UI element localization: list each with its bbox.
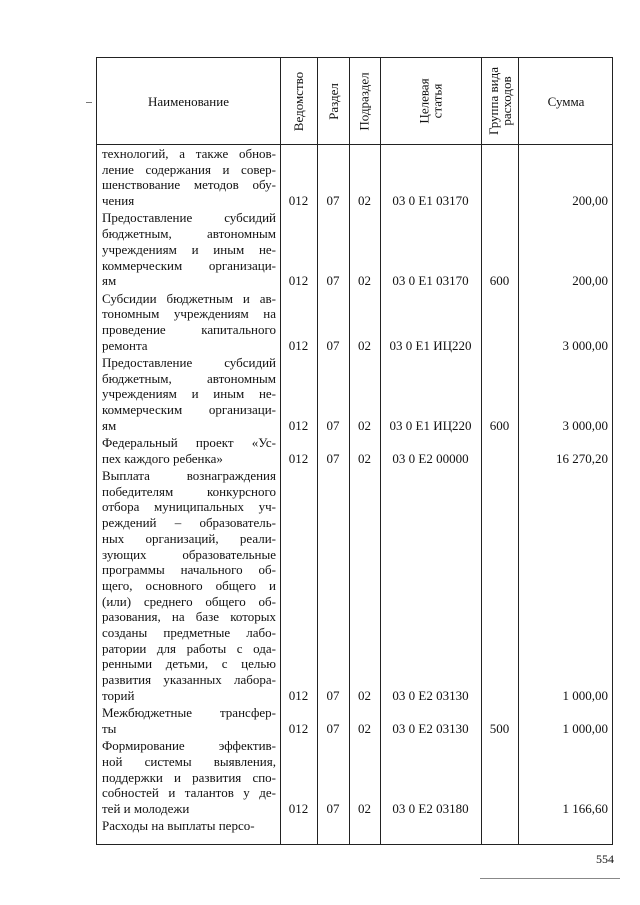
- header-summa: Сумма: [547, 93, 585, 109]
- header-celevaya-statya: Целевая статья: [416, 78, 445, 124]
- cell-podraz: 02: [358, 450, 371, 466]
- row-name-line: созданы предметные лабо-: [102, 625, 276, 641]
- cell-gvr: 500: [489, 720, 510, 736]
- cell-cs: 03 0 E1 03170: [392, 193, 469, 209]
- cell-raz: 07: [326, 687, 340, 703]
- row-name-line: поддержки и развития спо-: [102, 769, 276, 785]
- row-name-line: Федеральный проект «Ус-: [102, 435, 276, 450]
- row-name-line: ратории для работы с ода-: [102, 640, 276, 656]
- cell-ved: 012: [288, 273, 309, 289]
- cell-podraz: 02: [358, 687, 371, 703]
- row-name-line: ты: [102, 720, 117, 736]
- cell-cs: 03 0 E1 ИЦ220: [389, 337, 472, 353]
- row-name-line: Формирование эффектив-: [102, 738, 276, 754]
- cell-sum: 1 000,00: [562, 687, 608, 703]
- margin-mark: [86, 102, 92, 103]
- row-name-line: Предоставление субсидий: [102, 354, 276, 370]
- row-name-line: технологий, а также обнов-: [102, 146, 276, 161]
- row-name-line: развития указанных лабора-: [102, 672, 276, 688]
- row-name-line: Выплата вознаграждения: [102, 468, 276, 483]
- row-name-line: Межбюджетные трансфер-: [102, 705, 276, 721]
- row-name-line: учреждениям и иным не-: [102, 241, 276, 257]
- header-divider: [97, 144, 612, 145]
- row-name-line: зующих образовательные: [102, 546, 276, 562]
- row-name-line: коммерческим организаци-: [102, 257, 276, 273]
- cell-cs: 03 0 E1 03170: [392, 273, 469, 289]
- cell-podraz: 02: [358, 337, 371, 353]
- cell-raz: 07: [326, 273, 340, 289]
- row-name-line: ремонта: [102, 337, 148, 353]
- header-podrazdel: Подраздел: [357, 71, 373, 131]
- cell-raz: 07: [326, 720, 340, 736]
- row-name-line: чения: [102, 193, 135, 209]
- row-name: [102, 291, 276, 354]
- cell-raz: 07: [326, 417, 340, 433]
- row-name-line: (или) среднего общего об-: [102, 593, 276, 609]
- cell-cs: 03 0 E2 03130: [392, 720, 469, 736]
- header-vedomstvo: Ведомство: [291, 71, 306, 131]
- row-name-line: коммерческим организаци-: [102, 402, 276, 417]
- row-name-line: бюджетным, автономным: [102, 370, 276, 386]
- row-name-line: ных организаций, реали-: [102, 530, 276, 546]
- cell-sum: 1 000,00: [562, 720, 608, 736]
- cell-podraz: 02: [358, 720, 371, 736]
- row-name-line: тей и молодежи: [102, 800, 190, 816]
- cell-sum: 16 270,20: [556, 450, 608, 466]
- row-name-line: отбора муниципальных уч-: [102, 499, 276, 515]
- cell-sum: 200,00: [572, 193, 608, 209]
- row-name-line: реждений – образователь-: [102, 515, 276, 531]
- row-name-line: торий: [102, 687, 135, 703]
- header-gruppa-vida-rashodov: Группа вида расходов: [485, 67, 514, 135]
- row-name-line: ям: [102, 273, 117, 289]
- row-name-line: разования, на базе которых: [102, 609, 276, 625]
- row-name-line: тономным учреждениям на: [102, 306, 276, 322]
- cell-sum: 3 000,00: [562, 337, 608, 353]
- cell-ved: 012: [288, 687, 309, 703]
- footer-rule: [480, 878, 620, 879]
- row-name-line: ление содержания и совер-: [102, 161, 276, 177]
- row-name-line: ренными детьми, с целью: [102, 656, 276, 672]
- cell-cs: 03 0 E1 ИЦ220: [389, 417, 472, 433]
- row-name-line: щего, основного общего и: [102, 577, 276, 593]
- cell-sum: 3 000,00: [562, 417, 608, 433]
- row-name-line: шенствование методов обу-: [102, 177, 276, 193]
- budget-table: [96, 57, 613, 845]
- cell-ved: 012: [288, 337, 309, 353]
- row-name-line: учреждениям и иным не-: [102, 386, 276, 402]
- page-number: 554: [596, 852, 614, 866]
- col-divider: [518, 58, 519, 844]
- row-name-line: собностей и талантов у де-: [102, 785, 276, 801]
- cell-raz: 07: [326, 800, 340, 816]
- cell-gvr: 600: [489, 417, 510, 433]
- row-name-line: победителям конкурсного: [102, 483, 276, 499]
- cell-raz: 07: [326, 450, 340, 466]
- row-name-line: Субсидии бюджетным и ав-: [102, 290, 276, 306]
- cell-cs: 03 0 E2 00000: [392, 450, 469, 466]
- row-name: [102, 146, 276, 209]
- header-razdel: Раздел: [325, 82, 341, 120]
- cell-podraz: 02: [358, 193, 371, 209]
- row-name-line: ной системы выявления,: [102, 753, 276, 769]
- row-name: [102, 818, 276, 834]
- row-name-line: ям: [102, 417, 117, 433]
- cell-gvr: 600: [489, 273, 510, 289]
- row-name: [102, 355, 276, 434]
- cell-raz: 07: [326, 337, 340, 353]
- cell-ved: 012: [288, 720, 309, 736]
- row-name: [102, 705, 276, 736]
- row-name: [102, 738, 276, 817]
- cell-podraz: 02: [358, 273, 371, 289]
- row-name-line: бюджетным, автономным: [102, 226, 276, 242]
- row-name: [102, 210, 276, 289]
- cell-sum: 1 166,60: [562, 800, 608, 816]
- cell-sum: 200,00: [572, 273, 608, 289]
- row-name: [102, 435, 276, 466]
- row-name: [102, 468, 276, 704]
- cell-cs: 03 0 E2 03180: [392, 800, 469, 816]
- row-name-line: Расходы на выплаты персо-: [102, 818, 255, 834]
- row-name-line: пех каждого ребенка»: [102, 450, 223, 466]
- row-name-line: проведение капитального: [102, 321, 276, 337]
- cell-ved: 012: [288, 450, 309, 466]
- cell-podraz: 02: [358, 417, 371, 433]
- cell-podraz: 02: [358, 800, 371, 816]
- cell-ved: 012: [288, 193, 309, 209]
- cell-ved: 012: [288, 417, 309, 433]
- header-name: Наименование: [148, 93, 229, 109]
- row-name-line: Предоставление субсидий: [102, 210, 276, 226]
- cell-cs: 03 0 E2 03130: [392, 687, 469, 703]
- cell-raz: 07: [326, 193, 340, 209]
- row-name-line: программы начального об-: [102, 562, 276, 578]
- cell-ved: 012: [288, 800, 309, 816]
